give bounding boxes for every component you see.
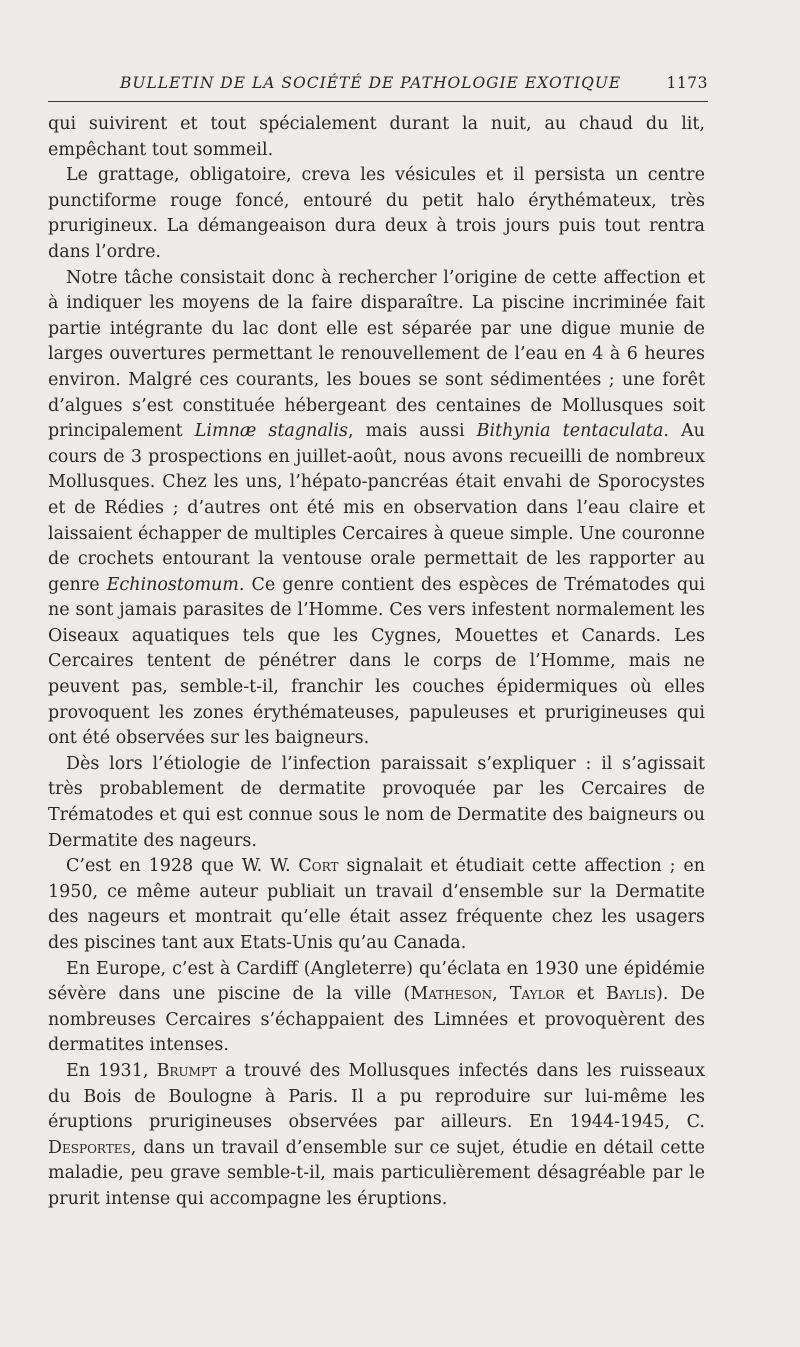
paragraph-5-text-b: signalait et étudiait cette affection ; en 1950, ce même auteur publiait un travail d’ensemble sur la Dermatite des nageurs et montrait qu’elle était assez fréquente chez les usagers des piscines tant aux Etats-Unis qu’au Canada. <box>48 856 705 953</box>
paragraph-2: Le grattage, obligatoire, creva les vésicules et il persista un centre punctiforme rouge foncé, entouré du petit halo érythémateux, très prurigineux. La démangeaison dura deux à trois jours puis tout rentra dans l’ordre. <box>48 165 705 262</box>
header-rule <box>48 101 708 102</box>
journal-title: BULLETIN DE LA SOCIÉTÉ DE PATHOLOGIE EXOTIQUE <box>120 74 622 92</box>
author-brumpt: Brumpt <box>156 1060 218 1081</box>
paragraph-5-text-a: C’est en 1928 que W. W. <box>66 856 291 877</box>
paragraph-3-text-a: Notre tâche consistait donc à rechercher l’origine de cette affection et à indiquer les moyens de la faire disparaître. La piscine incriminée fait partie intégrante du lac dont elle est séparée par une digue munie de larges ouvertures permettant le renouvellement de l’eau en 4 à 6 heures environ. Malgré ces courants, les boues se sont sédimentées ; une forêt d’algues s’est constituée hébergeant des centaines de Mollusques soit principalement <box>48 267 705 442</box>
author-cort: Cort <box>298 856 339 877</box>
genus-name-echinostomum: Echinostomum <box>106 574 239 595</box>
paragraph-3-text-b: , mais aussi <box>347 421 465 442</box>
paragraph-1: qui suivirent et tout spécialement durant la nuit, au chaud du lit, empêchant tout sommeil. <box>48 114 705 160</box>
paragraph-3 <box>48 266 705 752</box>
paragraph-6-sep: , <box>492 984 498 1005</box>
species-name-bithynia: Bithynia tentaculata <box>476 421 664 442</box>
paragraph-7 <box>48 1059 705 1213</box>
page-number: 1173 <box>666 74 708 92</box>
paragraph-3-text-d: . Ce genre contient des espèces de Trématodes qui ne sont jamais parasites de l’Homme. Ces vers infestent normalement les Oiseaux aquatiques tels que les Cygnes, Mouettes et Canards. Les Cercaires tentent de pénétrer dans le corps de l’Homme, mais ne peuvent pas, semble-t-il, franchir les couches épidermiques où elles provoquent les zones érythémateuses, papuleuses et prurigineuses qui ont été observées sur les baigneurs. <box>48 574 705 749</box>
author-taylor: Taylor <box>509 984 565 1005</box>
paragraph-4: Dès lors l’étiologie de l’infection paraissait s’expliquer : il s’agissait très probablement de dermatite provoquée par les Cercaires de Trématodes et qui est connue sous le nom de Dermatite des baigneurs ou Dermatite des nageurs. <box>48 753 705 851</box>
author-desportes: Desportes <box>48 1137 131 1158</box>
paragraph-7-text-a: En 1931, <box>66 1060 149 1081</box>
running-header <box>48 74 708 92</box>
paragraph-7-text-c: , dans un travail d’ensemble sur ce sujet, étudie en détail cette maladie, peu grave semble-t-il, mais particulièrement désagréable par le prurit intense qui accompagne les éruptions. <box>48 1137 705 1209</box>
article-body <box>48 112 705 1213</box>
author-matheson: Matheson <box>410 984 493 1005</box>
species-name-limnaea: Limnæ stagnalis <box>194 421 348 442</box>
paragraph-6-text-a: En Europe, c’est à Cardiff (Angleterre) qu’éclata en 1930 une épidémie sévère dans une piscine de la ville ( <box>48 958 705 1005</box>
paragraph-7-text-b: a trouvé des Mollusques infectés dans les ruisseaux du Bois de Boulogne à Paris. Il a pu reproduire sur lui-même les éruptions prurigineuses observées par ailleurs. En 1944-1945, C. <box>48 1060 705 1133</box>
paragraph-5 <box>48 854 705 956</box>
paragraph-6 <box>48 957 705 1059</box>
paragraph-6-text-b: ). De nombreuses Cercaires s’échappaient des Limnées et provoquèrent des dermatites intenses. <box>48 984 705 1056</box>
author-baylis: Baylis <box>606 984 657 1005</box>
paragraph-6-and: et <box>576 984 594 1005</box>
paragraph-3-text-c: . Au cours de 3 prospections en juillet-août, nous avons recueilli de nombreux Mollusques. Chez les uns, l’hépato-pancréas était envahi de Sporocystes et de Rédies ; d’autres ont été mis en observation dans l’eau claire et laissaient échapper de multiples Cercaires à queue simple. Une couronne de crochets entourant la ventouse orale permettait de les rapporter au genre <box>48 421 705 595</box>
